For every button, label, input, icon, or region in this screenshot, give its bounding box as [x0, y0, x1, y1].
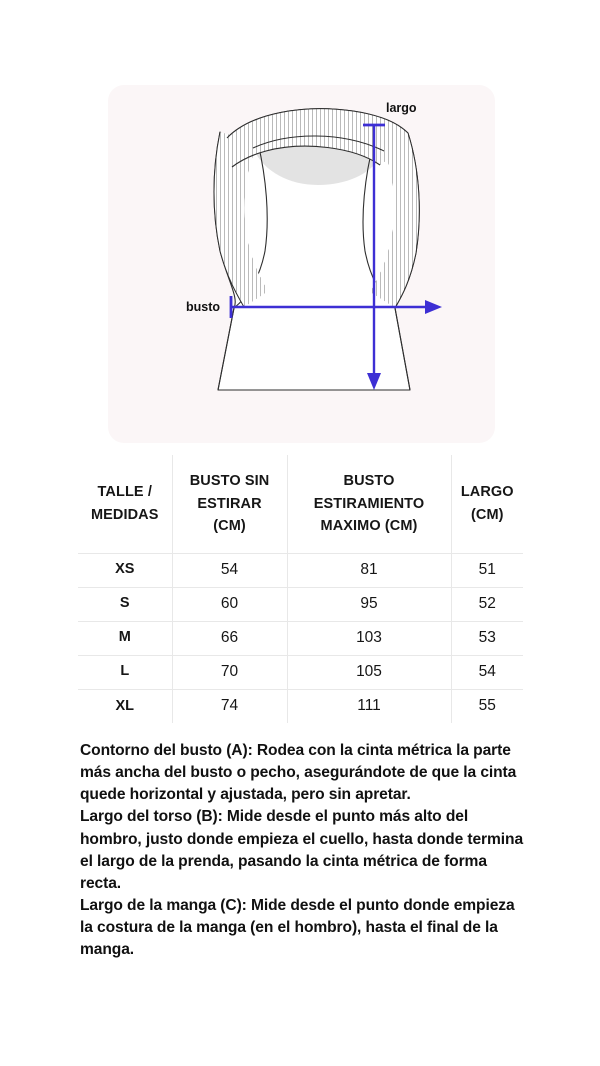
cell-busto-maximo: 81 [287, 553, 451, 587]
header-line: LARGO [460, 484, 514, 501]
cell-size: M [78, 621, 172, 655]
cell-busto-maximo: 111 [287, 689, 451, 723]
table-row [78, 655, 523, 689]
column-header-largo [451, 455, 523, 553]
garment-illustration-panel [108, 85, 495, 443]
cell-busto-sin-estirar: 66 [172, 621, 287, 655]
busto-label: busto [185, 300, 220, 314]
cell-busto-sin-estirar: 74 [172, 689, 287, 723]
size-table-head [78, 455, 523, 553]
cell-busto-maximo: 105 [287, 655, 451, 689]
cell-size: S [78, 587, 172, 621]
cell-size: XL [78, 689, 172, 723]
cell-largo: 51 [451, 553, 523, 587]
column-header-busto-maximo [287, 455, 451, 553]
note-sleeve: Largo de la manga (C): Mide desde el punto donde empieza la costura de la manga (en el hombro), hasta el final de la manga. [80, 896, 515, 959]
cell-busto-sin-estirar: 54 [172, 553, 287, 587]
cell-busto-maximo: 95 [287, 587, 451, 621]
cell-busto-sin-estirar: 60 [172, 587, 287, 621]
header-line: TALLE / [97, 484, 152, 501]
table-row [78, 689, 523, 723]
garment-body [203, 100, 448, 390]
header-line: MAXIMO (CM) [320, 517, 418, 534]
header-line: ESTIRAR [197, 495, 262, 512]
cell-largo: 55 [478, 696, 496, 714]
cell-size: L [78, 655, 172, 689]
cell-size: XS [78, 553, 172, 587]
header-line: (CM) [470, 506, 504, 523]
table-header-row [78, 455, 523, 553]
header-line: MEDIDAS [90, 506, 159, 523]
size-table-container [78, 455, 523, 723]
table-row [78, 553, 523, 587]
header-line: BUSTO SIN [189, 473, 270, 490]
size-table [78, 455, 523, 723]
table-row [78, 621, 523, 655]
header-line: BUSTO [343, 473, 395, 490]
cell-largo: 52 [451, 587, 523, 621]
table-row [78, 587, 523, 621]
header-line: (CM) [213, 517, 246, 534]
column-header-busto-sin-estirar [172, 455, 287, 553]
header-line: ESTIRAMIENTO [313, 495, 425, 512]
largo-label: largo [386, 101, 417, 115]
cell-busto-sin-estirar: 70 [172, 655, 287, 689]
column-header-talle [78, 455, 172, 553]
note-torso: Largo del torso (B): Mide desde el punto más alto del hombro, justo donde empieza el cuello, hasta donde termina el largo de la prenda, pasando la cinta métrica de forma recta. [80, 808, 524, 892]
size-table-body [78, 553, 523, 723]
note-bust: Contorno del busto (A): Rodea con la cinta métrica la parte más ancha del busto o pecho, asegurándote de que la cinta quede horizontal y ajustada, pero sin apretar. [80, 742, 517, 804]
cell-largo: 54 [451, 655, 523, 689]
cell-largo: 53 [451, 621, 523, 655]
cell-busto-maximo: 103 [287, 621, 451, 655]
measuring-instructions [80, 740, 530, 961]
